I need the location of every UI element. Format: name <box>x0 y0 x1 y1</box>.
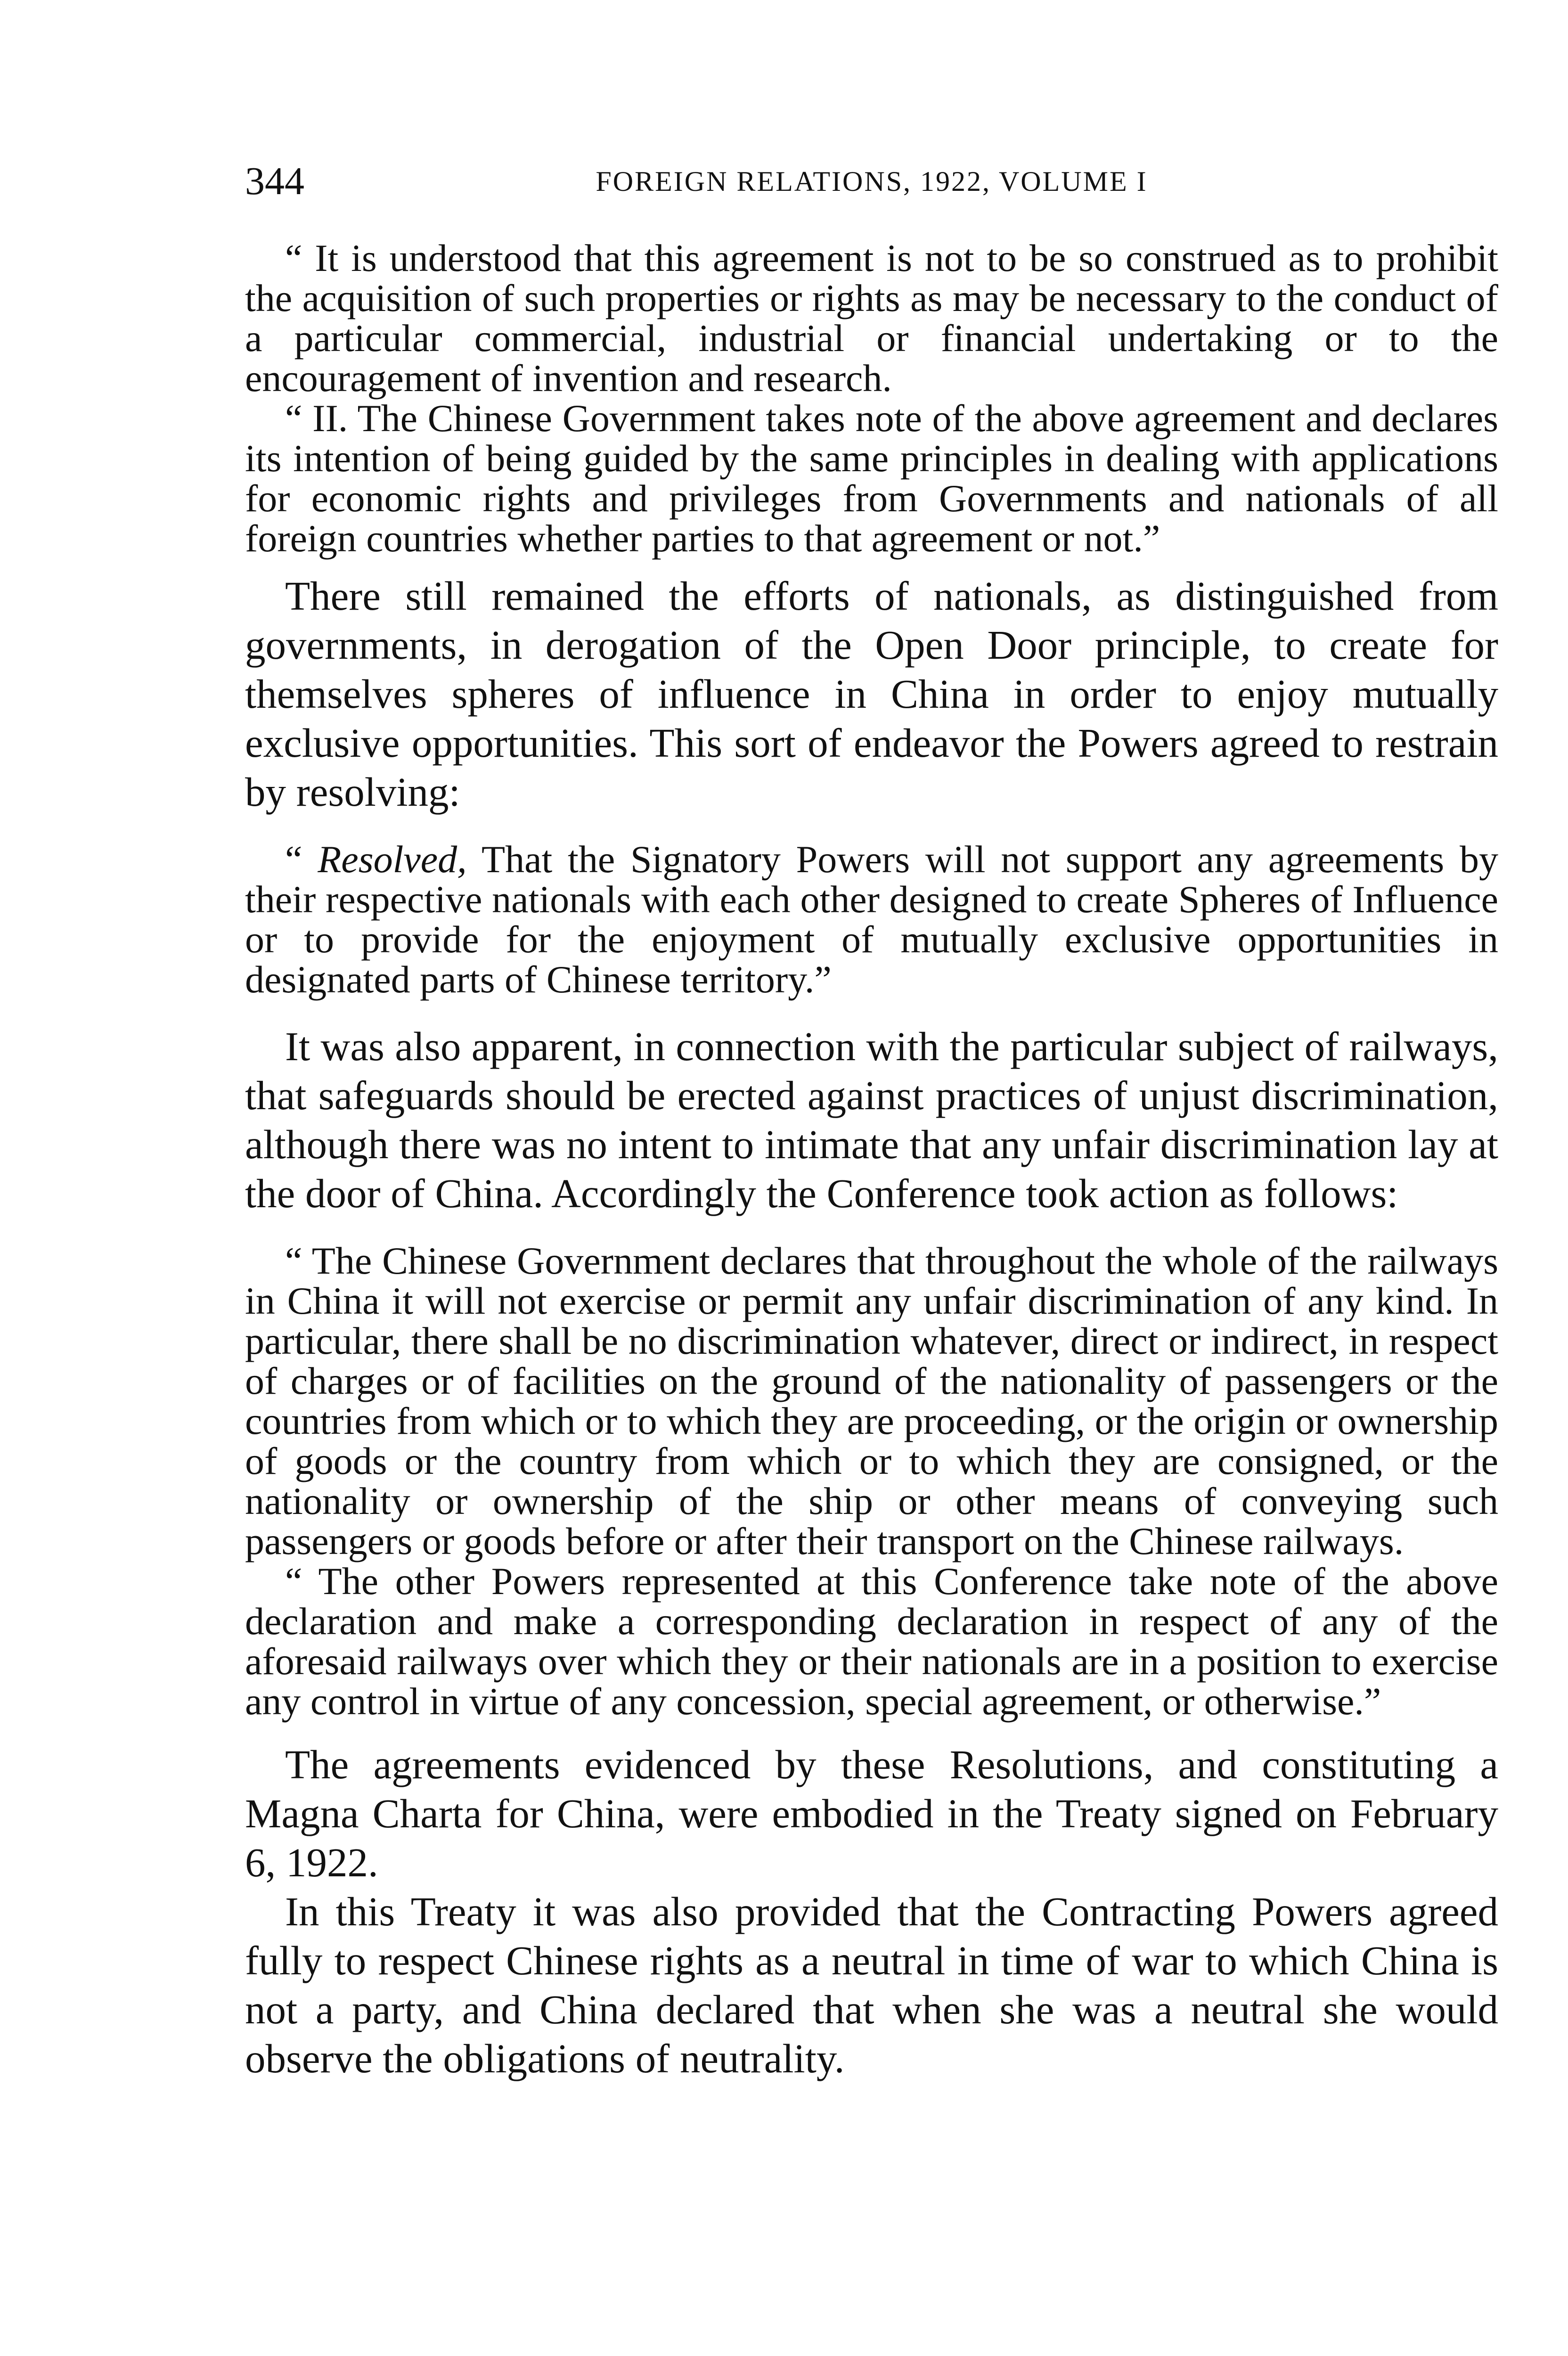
quoted-resolution <box>245 839 1498 999</box>
resolved-emphasis: Resolved, <box>318 838 467 881</box>
paragraph-magna-charta: The agreements evidenced by these Resolutions, and constituting a Magna Charta for China, were embodied in the Treaty signed on February 6, 1922. <box>245 1742 1498 1885</box>
paragraph-spheres-of-influence: There still remained the efforts of nationals, as distinguished from governments, in derogation of the Open Door principle, to create for themselves spheres of influence in China in order to enjoy mutually exclusive opportunities. This sort of endeavor the Powers agreed to restrain by resolving: <box>245 573 1498 815</box>
page-body <box>245 238 1498 2083</box>
quoted-other-powers-declaration: “ The other Powers represented at this Conference take note of the above declaration and make a corresponding declaration in respect of any of the aforesaid railways over which they or their nationals are in a position to exercise any control in virtue of any concession, special agreement, or otherwise.” <box>245 1560 1498 1723</box>
paragraph-neutrality: In this Treaty it was also provided that the Contracting Powers agreed fully to respect Chinese rights as a neutral in time of war to which China is not a party, and China declared that when she was a neutral she would observe the obligations of neutrality. <box>245 1889 1498 2081</box>
quoted-resolution-open: “ <box>285 838 318 881</box>
quoted-agreement-clause: “ It is understood that this agreement is not to be so construed as to prohibit the acquisition of such properties or rights as may be necessary to the conduct of a particular commercial, industrial or financial undertaking or to the encouragement of invention and research. <box>245 237 1498 400</box>
quoted-resolution-text: That the Signatory Powers will not support any agreements by their respective nationals with each other designed to create Spheres of Influence or to provide for the enjoyment of mutually exclusive opportunities in designated parts of Chinese territory.” <box>245 838 1498 1001</box>
quoted-chinese-declaration: “ II. The Chinese Government takes note of the above agreement and declares its intention of being guided by the same principles in dealing with applications for economic rights and privileges from Governments and nationals of all foreign countries whether parties to that agreement or not.” <box>245 397 1498 560</box>
running-head: FOREIGN RELATIONS, 1922, VOLUME I <box>596 166 1148 197</box>
page-number: 344 <box>245 159 304 203</box>
quoted-railway-declaration: “ The Chinese Government declares that throughout the whole of the railways in China it will not exercise or permit any unfair discrimination of any kind. In particular, there shall be no discrimination whatever, direct or indirect, in respect of charges or of facilities on the ground of the nationality of passengers or the countries from which or to which they are proceeding, or the origin or ownership of goods or the country from which or to which they are consigned, or the nationality or ownership of the ship or other means of conveying such passengers or goods before or after their transport on the Chinese railways. <box>245 1239 1498 1562</box>
paragraph-railways: It was also apparent, in connection with the particular subject of railways, that safeguards should be erected against practices of unjust discrimination, although there was no intent to intimate that any unfair discrimination lay at the door of China. Accordingly the Conference took action as follows: <box>245 1023 1498 1216</box>
page-header <box>245 155 1498 207</box>
